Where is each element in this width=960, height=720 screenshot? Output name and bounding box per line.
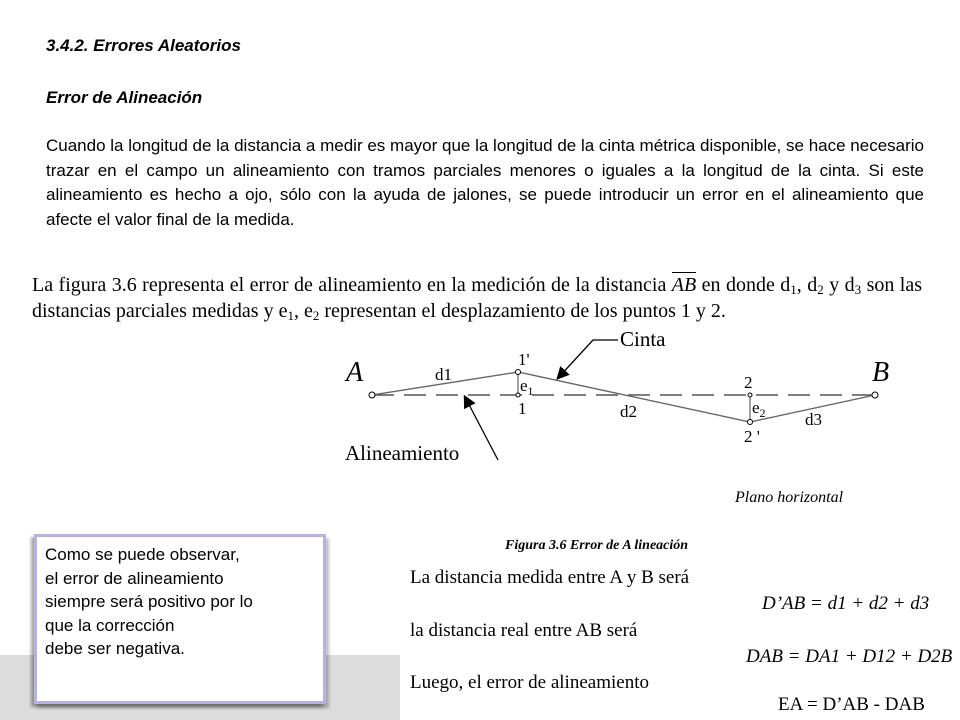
label-alineamiento: Alineamiento — [345, 441, 460, 465]
note-line: el error de alineamiento — [45, 568, 224, 588]
label-2: 2 — [744, 373, 753, 392]
note-box — [34, 534, 326, 704]
formula-text-real: la distancia real entre AB será — [410, 620, 638, 641]
fig-text-part: , e — [293, 300, 313, 322]
note-line: debe ser negativa. — [45, 639, 185, 658]
point-1prime — [516, 370, 521, 375]
note-line: Como se puede observar, — [45, 545, 240, 564]
point-a — [369, 392, 375, 398]
formula-text-error: Luego, el error de alineamiento — [410, 672, 649, 693]
label-1-prime: 1' — [518, 350, 530, 369]
section-heading: 3.4.2. Errores Aleatorios — [46, 36, 241, 55]
label-a: A — [346, 357, 364, 388]
label-d2: d2 — [620, 402, 637, 421]
alineamiento-leader-line — [465, 397, 498, 460]
fig-subscript: 1 — [790, 282, 797, 297]
fig-text-part: La figura 3.6 representa el error de alineamiento en la medición de la distancia — [32, 274, 672, 296]
fig-subscript: 2 — [817, 282, 824, 297]
formula-text-measured: La distancia medida entre A y B será — [410, 567, 690, 588]
ab-overline: AB — [671, 274, 697, 296]
point-2prime — [748, 420, 753, 425]
fig-text-part: son las distancias parciales medidas y e — [32, 274, 923, 322]
label-e1: $e_1$ — [520, 376, 534, 398]
figure-description-paragraph — [32, 272, 922, 324]
fig-text-part: en donde d — [696, 274, 791, 296]
note-line: que la corrección — [45, 615, 175, 635]
label-b: B — [872, 357, 890, 388]
point-b — [872, 392, 878, 398]
note-line: siempre será positivo por lo — [45, 592, 253, 611]
label-e2: $e_2$ — [752, 398, 766, 420]
fig-text-part: y d — [823, 274, 855, 296]
label-2-prime: 2 ' — [744, 427, 760, 446]
fig-subscript: 2 — [312, 308, 320, 323]
label-1: 1 — [518, 399, 527, 418]
main-paragraph: Cuando la longitud de la distancia a medir es mayor que la longitud de la cinta métrica disponible, se hace necesario trazar en el campo un alineamiento con tramos parciales menores o iguales a la longitud de la cinta. Si este alineamiento es hecho a ojo, sólo con la ayuda de jalones, se puede introducir un error en el alineamiento que afecte el valor final de la medida. — [46, 136, 924, 229]
label-d3: d3 — [805, 410, 822, 429]
label-cinta: Cinta — [620, 327, 666, 351]
equation-alignment-error: EA = D’AB - DAB — [778, 694, 925, 715]
fig-text-part: , d — [796, 274, 818, 296]
cinta-leader-line — [558, 340, 618, 378]
subsection-heading: Error de Alineación — [46, 88, 203, 107]
figure-caption: Figura 3.6 Error de A lineación — [505, 538, 689, 553]
label-d1: d1 — [435, 365, 452, 384]
alignment-diagram — [330, 327, 910, 560]
point-2 — [748, 393, 752, 397]
fig-subscript: 3 — [854, 282, 862, 297]
fig-text-part: representan el desplazamiento de los puntos 1 y 2. — [319, 300, 726, 322]
equation-real-distance: DAB = DA1 + D12 + D2B — [746, 646, 953, 667]
equation-measured-distance: D’AB = d1 + d2 + d3 — [762, 593, 930, 614]
label-plano-horizontal: Plano horizontal — [735, 489, 844, 506]
fig-subscript: 1 — [287, 308, 294, 323]
note-text — [45, 543, 323, 661]
